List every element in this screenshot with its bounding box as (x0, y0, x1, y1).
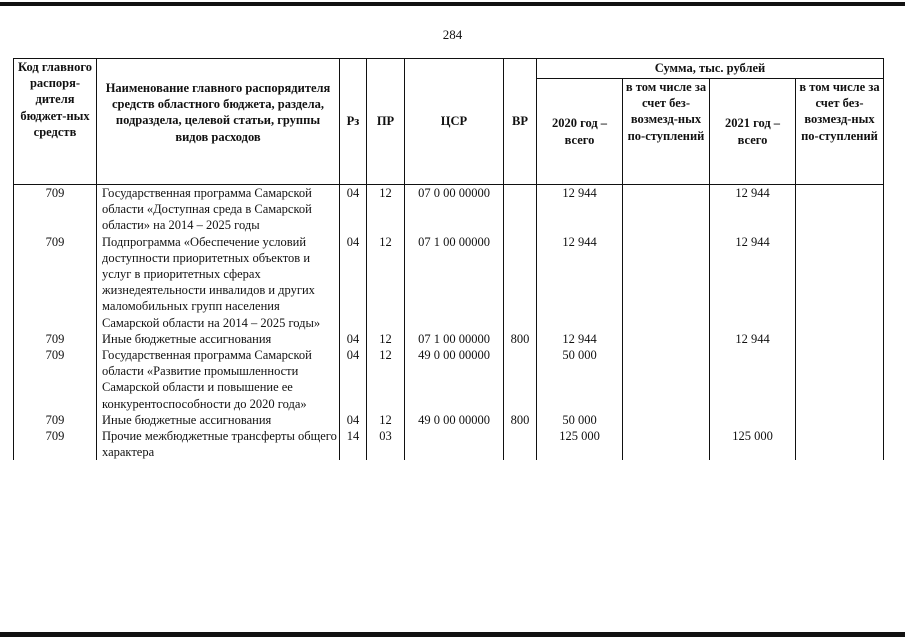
header-code: Код главного распоря-дителя бюджет-ных средств (14, 59, 97, 185)
cell-vr: 800 (504, 331, 537, 347)
cell-vr (504, 234, 537, 331)
cell-y2021 (710, 412, 796, 428)
cell-y2021-free (796, 331, 884, 347)
cell-name: Иные бюджетные ассигнования (97, 331, 340, 347)
cell-pr: 12 (367, 234, 405, 331)
cell-name: Государственная программа Самарской области «Развитие промышленности Самарской области и повышение ее конкурентоспособности до 2020 года» (97, 347, 340, 412)
cell-csr: 07 1 00 00000 (405, 234, 504, 331)
cell-vr (504, 185, 537, 234)
cell-csr (405, 428, 504, 460)
cell-pr: 12 (367, 331, 405, 347)
cell-code: 709 (14, 428, 97, 460)
table-row (14, 331, 884, 347)
bottom-rule (0, 632, 905, 637)
cell-y2020-free (623, 185, 710, 234)
cell-csr: 07 1 00 00000 (405, 331, 504, 347)
cell-code: 709 (14, 347, 97, 412)
table-row (14, 428, 884, 460)
cell-y2020-free (623, 347, 710, 412)
cell-y2020-free (623, 331, 710, 347)
cell-rz: 04 (340, 412, 367, 428)
header-vr: ВР (504, 59, 537, 185)
header-csr: ЦСР (405, 59, 504, 185)
cell-vr (504, 428, 537, 460)
cell-csr: 07 0 00 00000 (405, 185, 504, 234)
cell-code: 709 (14, 234, 97, 331)
cell-y2020-free (623, 412, 710, 428)
cell-name: Прочие межбюджетные трансферты общего характера (97, 428, 340, 460)
cell-rz: 04 (340, 185, 367, 234)
cell-y2020-free (623, 428, 710, 460)
cell-vr (504, 347, 537, 412)
cell-y2021-free (796, 234, 884, 331)
cell-pr: 12 (367, 347, 405, 412)
header-name: Наименование главного распорядителя средств областного бюджета, раздела, подраздела, целевой статьи, группы видов расходов (97, 59, 340, 185)
top-rule (0, 2, 905, 6)
header-rz: Рз (340, 59, 367, 185)
cell-y2021: 125 000 (710, 428, 796, 460)
table-header (14, 59, 884, 185)
cell-rz: 14 (340, 428, 367, 460)
cell-code: 709 (14, 185, 97, 234)
header-2020-total: 2020 год – всего (537, 79, 623, 185)
budget-table (13, 58, 884, 460)
cell-vr: 800 (504, 412, 537, 428)
header-2021-total: 2021 год – всего (710, 79, 796, 185)
cell-csr: 49 0 00 00000 (405, 412, 504, 428)
cell-y2020: 50 000 (537, 347, 623, 412)
cell-y2021 (710, 347, 796, 412)
cell-y2021: 12 944 (710, 234, 796, 331)
header-2020-free: в том числе за счет без-возмезд-ных по-ступлений (623, 79, 710, 185)
cell-name: Подпрограмма «Обеспечение условий доступности приоритетных объектов и услуг в приоритетных сферах жизнедеятельности инвалидов и других маломобильных групп населения Самарской области на 2014 – 2025 годы» (97, 234, 340, 331)
cell-y2021: 12 944 (710, 331, 796, 347)
table-row (14, 412, 884, 428)
cell-pr: 12 (367, 412, 405, 428)
cell-y2020: 12 944 (537, 185, 623, 234)
cell-code: 709 (14, 412, 97, 428)
header-pr: ПР (367, 59, 405, 185)
cell-csr: 49 0 00 00000 (405, 347, 504, 412)
cell-rz: 04 (340, 331, 367, 347)
cell-name: Государственная программа Самарской области «Доступная среда в Самарской области» на 2014 – 2025 годы (97, 185, 340, 234)
cell-rz: 04 (340, 347, 367, 412)
cell-pr: 12 (367, 185, 405, 234)
header-sum: Сумма, тыс. рублей (537, 59, 884, 79)
cell-y2021-free (796, 347, 884, 412)
cell-y2020: 125 000 (537, 428, 623, 460)
cell-y2021-free (796, 185, 884, 234)
cell-rz: 04 (340, 234, 367, 331)
cell-code: 709 (14, 331, 97, 347)
cell-y2021: 12 944 (710, 185, 796, 234)
cell-y2020: 50 000 (537, 412, 623, 428)
cell-pr: 03 (367, 428, 405, 460)
cell-y2020: 12 944 (537, 331, 623, 347)
cell-y2021-free (796, 428, 884, 460)
table-row (14, 185, 884, 234)
cell-y2021-free (796, 412, 884, 428)
cell-name: Иные бюджетные ассигнования (97, 412, 340, 428)
header-2021-free: в том числе за счет без-возмезд-ных по-ступлений (796, 79, 884, 185)
table-row (14, 234, 884, 331)
cell-y2020-free (623, 234, 710, 331)
cell-y2020: 12 944 (537, 234, 623, 331)
table-body (14, 185, 884, 461)
page-number: 284 (442, 27, 463, 42)
table-row (14, 347, 884, 412)
